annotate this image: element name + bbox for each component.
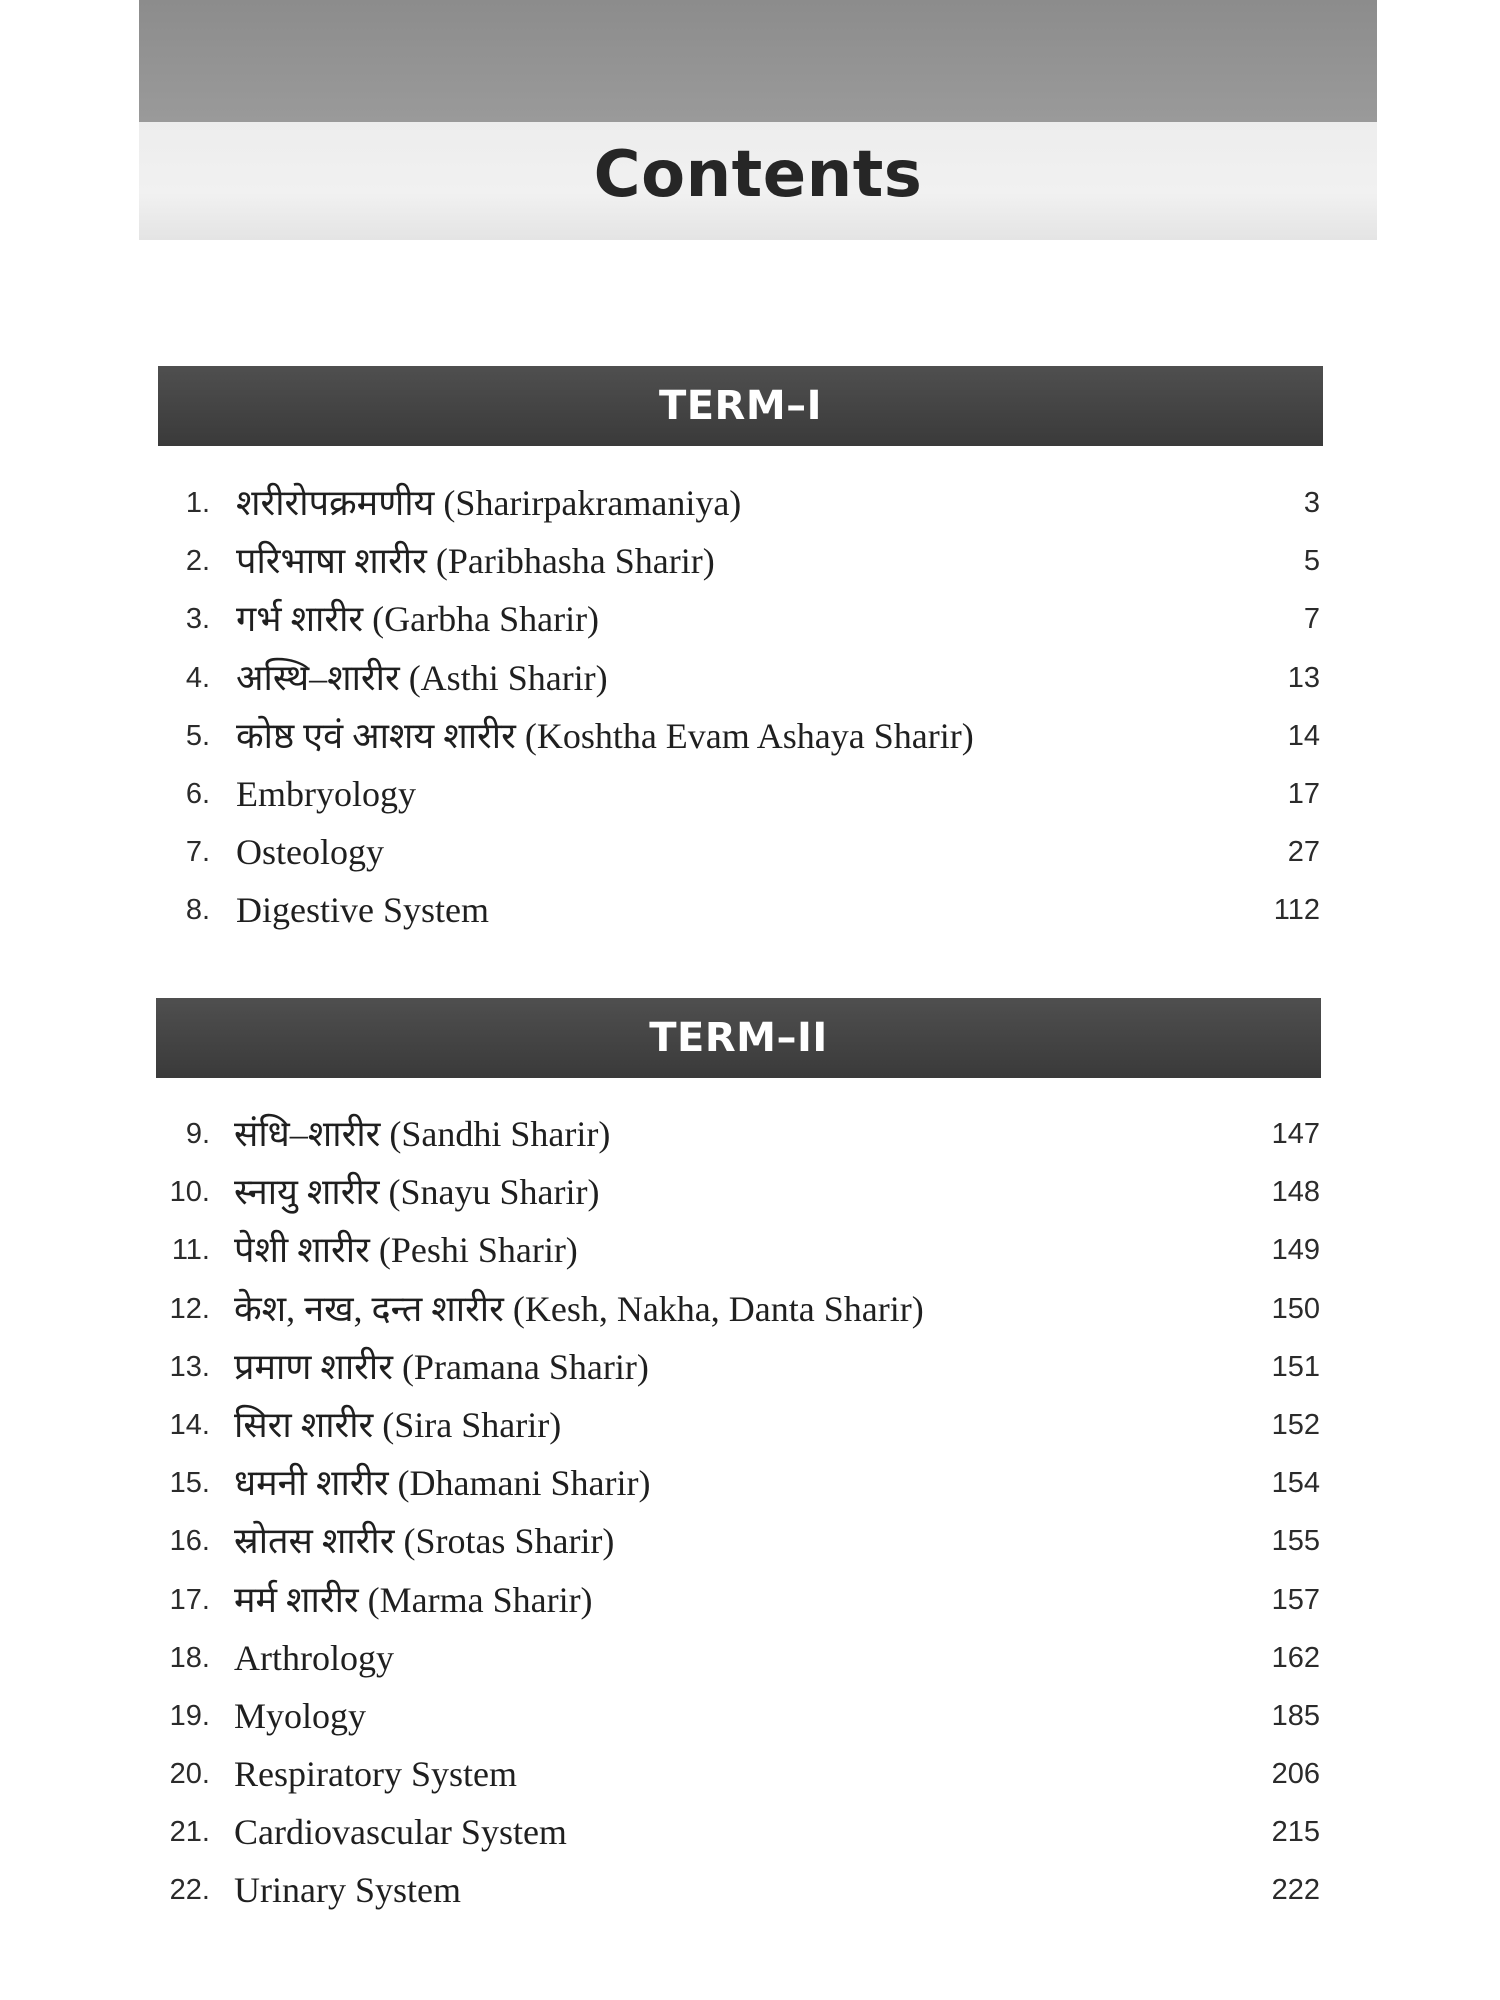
toc-entry-number: 5.	[185, 719, 210, 752]
toc-entry[interactable]	[150, 1861, 1320, 1919]
toc-entry-number: 2.	[185, 545, 210, 578]
toc-entry-number: 17.	[169, 1583, 210, 1616]
toc-entry-number: 22.	[169, 1874, 210, 1907]
toc-entry-page: 13	[1287, 661, 1320, 694]
toc-entry-title: प्रमाण शारीर (Pramana Sharir)	[234, 1346, 649, 1387]
toc-entry-page: 17	[1287, 777, 1320, 810]
toc-entry-page: 154	[1271, 1467, 1320, 1500]
toc-entry-title: केश, नख, दन्त शारीर (Kesh, Nakha, Danta Sharir)	[234, 1288, 924, 1329]
toc-entry-title: मर्म शारीर (Marma Sharir)	[234, 1579, 593, 1620]
toc-entry[interactable]	[150, 707, 1320, 765]
toc-entry-title: धमनी शारीर (Dhamani Sharir)	[234, 1463, 651, 1504]
toc-entry-page: 112	[1273, 894, 1320, 927]
toc-entry-title: Osteology	[236, 832, 384, 873]
page-title: Contents	[593, 138, 923, 212]
toc-entry-title: Arthrology	[234, 1637, 394, 1678]
toc-entry-number: 13.	[169, 1350, 210, 1383]
term-1-heading: TERM–I	[158, 366, 1323, 446]
term-1-list	[150, 474, 1320, 940]
toc-entry-title: Myology	[234, 1695, 367, 1736]
toc-entry-title: Respiratory System	[234, 1754, 517, 1795]
toc-entry[interactable]	[150, 1571, 1320, 1629]
toc-entry-title: सिरा शारीर (Sira Sharir)	[234, 1404, 562, 1445]
toc-entry-number: 21.	[169, 1816, 210, 1849]
toc-entry[interactable]	[150, 649, 1320, 707]
header-bar	[139, 0, 1377, 122]
toc-entry-number: 6.	[185, 777, 210, 810]
toc-entry[interactable]	[150, 532, 1320, 590]
toc-entry[interactable]	[150, 1745, 1320, 1803]
toc-entry-page: 7	[1303, 603, 1320, 636]
toc-entry-page: 162	[1271, 1641, 1320, 1674]
toc-entry-number: 4.	[185, 661, 210, 694]
toc-entry-title: Embryology	[236, 773, 416, 814]
toc-entry[interactable]	[150, 1338, 1320, 1396]
toc-entry-title: अस्थि–शारीर (Asthi Sharir)	[236, 657, 608, 698]
term-2-list	[150, 1105, 1320, 1920]
toc-entry-title: Urinary System	[234, 1870, 461, 1911]
toc-entry-number: 18.	[169, 1641, 210, 1674]
toc-entry-page: 152	[1271, 1408, 1320, 1441]
toc-entry-number: 8.	[185, 894, 210, 927]
toc-entry-page: 206	[1271, 1758, 1320, 1791]
toc-entry[interactable]	[150, 1163, 1320, 1221]
toc-entry-page: 215	[1271, 1816, 1320, 1849]
toc-entry[interactable]	[150, 590, 1320, 648]
toc-entry-page: 147	[1271, 1118, 1320, 1150]
toc-entry[interactable]	[150, 1454, 1320, 1512]
toc-entry-title: Digestive System	[236, 890, 489, 931]
toc-entry-page: 150	[1271, 1292, 1320, 1325]
toc-entry-page: 151	[1271, 1350, 1320, 1383]
toc-entry-number: 10.	[169, 1176, 210, 1209]
toc-entry-number: 1.	[185, 487, 210, 519]
toc-entry-title: स्रोतस शारीर (Srotas Sharir)	[234, 1521, 615, 1562]
toc-entry[interactable]	[150, 1221, 1320, 1279]
toc-entry[interactable]	[150, 474, 1320, 532]
toc-entry-number: 12.	[169, 1292, 210, 1325]
toc-entry-page: 3	[1303, 487, 1320, 519]
toc-entry-number: 14.	[169, 1408, 210, 1441]
toc-entry-page: 148	[1271, 1176, 1320, 1209]
toc-entry-title: शरीरोपक्रमणीय (Sharirpakramaniya)	[236, 483, 742, 523]
toc-entry-number: 16.	[169, 1525, 210, 1558]
toc-entry-page: 185	[1271, 1699, 1320, 1732]
toc-entry-page: 5	[1303, 545, 1320, 578]
toc-entry-number: 3.	[185, 603, 210, 636]
toc-entry-page: 27	[1287, 836, 1320, 869]
toc-entry-title: पेशी शारीर (Peshi Sharir)	[234, 1230, 578, 1271]
toc-entry-number: 19.	[169, 1699, 210, 1732]
toc-entry-page: 157	[1271, 1583, 1320, 1616]
toc-entry[interactable]	[150, 1396, 1320, 1454]
toc-entry[interactable]	[150, 1803, 1320, 1861]
toc-entry-page: 14	[1287, 719, 1320, 752]
toc-entry[interactable]	[150, 1280, 1320, 1338]
toc-entry-number: 15.	[169, 1467, 210, 1500]
toc-entry[interactable]	[150, 1629, 1320, 1687]
toc-entry-title: कोष्ठ एवं आशय शारीर (Koshtha Evam Ashaya Sharir)	[236, 715, 974, 756]
toc-entry-title: संधि–शारीर (Sandhi Sharir)	[234, 1114, 611, 1154]
toc-entry[interactable]	[150, 1687, 1320, 1745]
toc-entry-title: गर्भ शारीर (Garbha Sharir)	[236, 599, 600, 640]
toc-entry[interactable]	[150, 765, 1320, 823]
toc-entry[interactable]	[150, 1105, 1320, 1163]
toc-entry-number: 7.	[185, 836, 210, 869]
toc-entry[interactable]	[150, 1512, 1320, 1570]
toc-entry-page: 222	[1271, 1874, 1320, 1907]
toc-entry[interactable]	[150, 881, 1320, 939]
toc-entry-number: 9.	[185, 1118, 210, 1150]
toc-entry[interactable]	[150, 823, 1320, 881]
toc-entry-page: 155	[1271, 1525, 1320, 1558]
toc-entry-title: परिभाषा शारीर (Paribhasha Sharir)	[236, 541, 715, 582]
toc-entry-title: स्नायु शारीर (Snayu Sharir)	[234, 1172, 600, 1213]
toc-entry-number: 20.	[169, 1758, 210, 1791]
toc-entry-page: 149	[1271, 1234, 1320, 1267]
term-2-heading: TERM–II	[156, 998, 1321, 1078]
toc-entry-title: Cardiovascular System	[234, 1812, 567, 1853]
toc-entry-number: 11.	[171, 1234, 210, 1267]
